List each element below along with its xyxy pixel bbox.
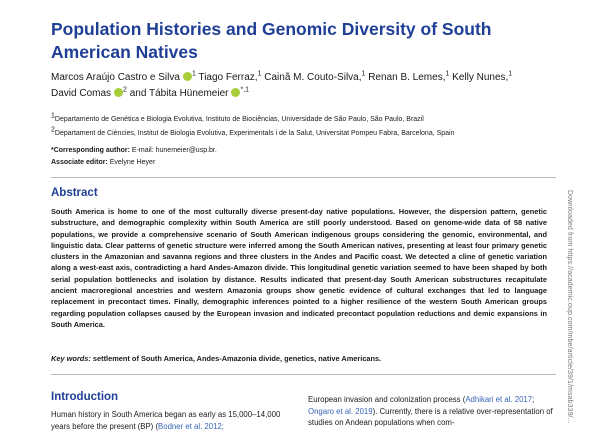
author-affil-sup: 1 <box>445 70 450 78</box>
author-list <box>51 70 556 102</box>
affiliation-text: Departament de Ciències, Institut de Biologia Evolutiva, Experimentals i de la Salut, Universitat Pompeu Fabra, Barcelona, Spain <box>54 129 455 137</box>
orcid-icon[interactable] <box>183 72 192 81</box>
affiliation-number: 1 <box>51 112 55 120</box>
divider <box>51 374 556 375</box>
corresponding-email[interactable]: E-mail: hunemeier@usp.br. <box>131 147 217 154</box>
citation-link[interactable]: Bodner et al. 2012; <box>158 421 224 431</box>
keywords-label: Key words: <box>51 354 91 363</box>
affiliation-number: 2 <box>51 126 55 134</box>
article-title: Population Histories and Genomic Diversity of South American Natives <box>51 19 492 62</box>
author-name[interactable]: Cainã M. Couto-Silva, <box>264 72 362 83</box>
intro-text: ). Currently, there is a relative over-representation of studies on Andean populations when com- <box>308 406 553 427</box>
author-name[interactable]: Renan B. Lemes, <box>368 72 446 83</box>
intro-text: Human history in South America began as early as 15,000–14,000 years before the present (BP) ( <box>51 410 281 431</box>
intro-right-column <box>308 394 556 429</box>
intro-left-column <box>51 409 291 432</box>
citation-link[interactable]: Adhikari et al. 2017 <box>465 395 533 404</box>
author-name[interactable]: Marcos Araújo Castro e Silva <box>51 72 180 83</box>
author-affil-sup: *,1 <box>240 86 250 94</box>
author-affil-sup: 1 <box>257 70 262 78</box>
corresponding-author <box>51 145 551 157</box>
intro-text: European invasion and colonization process ( <box>308 395 466 404</box>
editor-label: Associate editor: <box>51 159 108 166</box>
affiliation-1 <box>51 113 551 127</box>
author-affil-sup: 1 <box>508 70 513 78</box>
citation-link[interactable]: Ongaro et al. 2019 <box>308 406 373 416</box>
abstract-heading: Abstract <box>51 187 98 199</box>
affiliation-2 <box>51 127 551 141</box>
associate-editor <box>51 157 551 169</box>
citation-separator: ; <box>532 395 535 404</box>
author-name[interactable]: Tiago Ferraz, <box>198 72 258 83</box>
author-affil-sup: 2 <box>123 86 127 94</box>
download-watermark <box>566 190 580 430</box>
contact-block <box>51 145 551 169</box>
corresponding-label: *Corresponding author: <box>51 147 130 154</box>
author-name[interactable]: and Tábita Hünemeier <box>129 88 229 99</box>
author-affil-sup: 1 <box>361 70 366 78</box>
affiliation-text: Departamento de Genética e Biologia Evolutiva, Instituto de Biociências, Universidade de São Paulo, São Paulo, Brazil <box>54 116 424 123</box>
abstract-body: South America is home to one of the most culturally diverse present-day native populations. However, the dispersion pattern, genetic substructure, and demographic complexity within South America are still poorly understood. Based on genome-wide data of 58 native populations, we provide a comprehensive scenario of South American indigenous groups considering the genomic, environmental, and linguistic data. Clear patterns of genetic structure were inferred among the South American natives, presenting at least four primary genetic clusters in the Amazonian and savanna regions and three clusters in the Andes and Pacific coast. We detected a cline of genetic variation along a west-east axis, contradicting a hard Andes-Amazon divide. This longitudinal genetic variation seemed to have been shaped by both serial population bottlenecks and isolation by distance. Results indicated that present-day South American substructures recapitulate ancient macroregional ancestries and western Amazonia groups show genetic evidence of cultural exchanges that led to language replacement in precontact times. Finally, demographic inferences pointed to a higher resilience of the western South American groups regarding population collapses caused by the European invasion and indicated precontact population reductions and demic expansions in South America. <box>51 207 547 329</box>
introduction-heading: Introduction <box>51 391 119 403</box>
affiliations <box>51 113 551 140</box>
keywords <box>51 353 547 364</box>
orcid-icon[interactable] <box>114 88 123 97</box>
author-affil-sup: 1 <box>191 70 196 78</box>
author-name[interactable]: David Comas <box>51 88 112 99</box>
download-note[interactable]: Downloaded from https://academic.oup.com/mbe/article/39/1/msab339/... <box>566 190 573 424</box>
editor-name: Evelyne Heyer <box>109 159 156 166</box>
author-name[interactable]: Kelly Nunes, <box>452 72 509 83</box>
keywords-value: settlement of South America, Andes-Amazonia divide, genetics, native Americans. <box>92 354 382 363</box>
divider <box>51 177 556 178</box>
